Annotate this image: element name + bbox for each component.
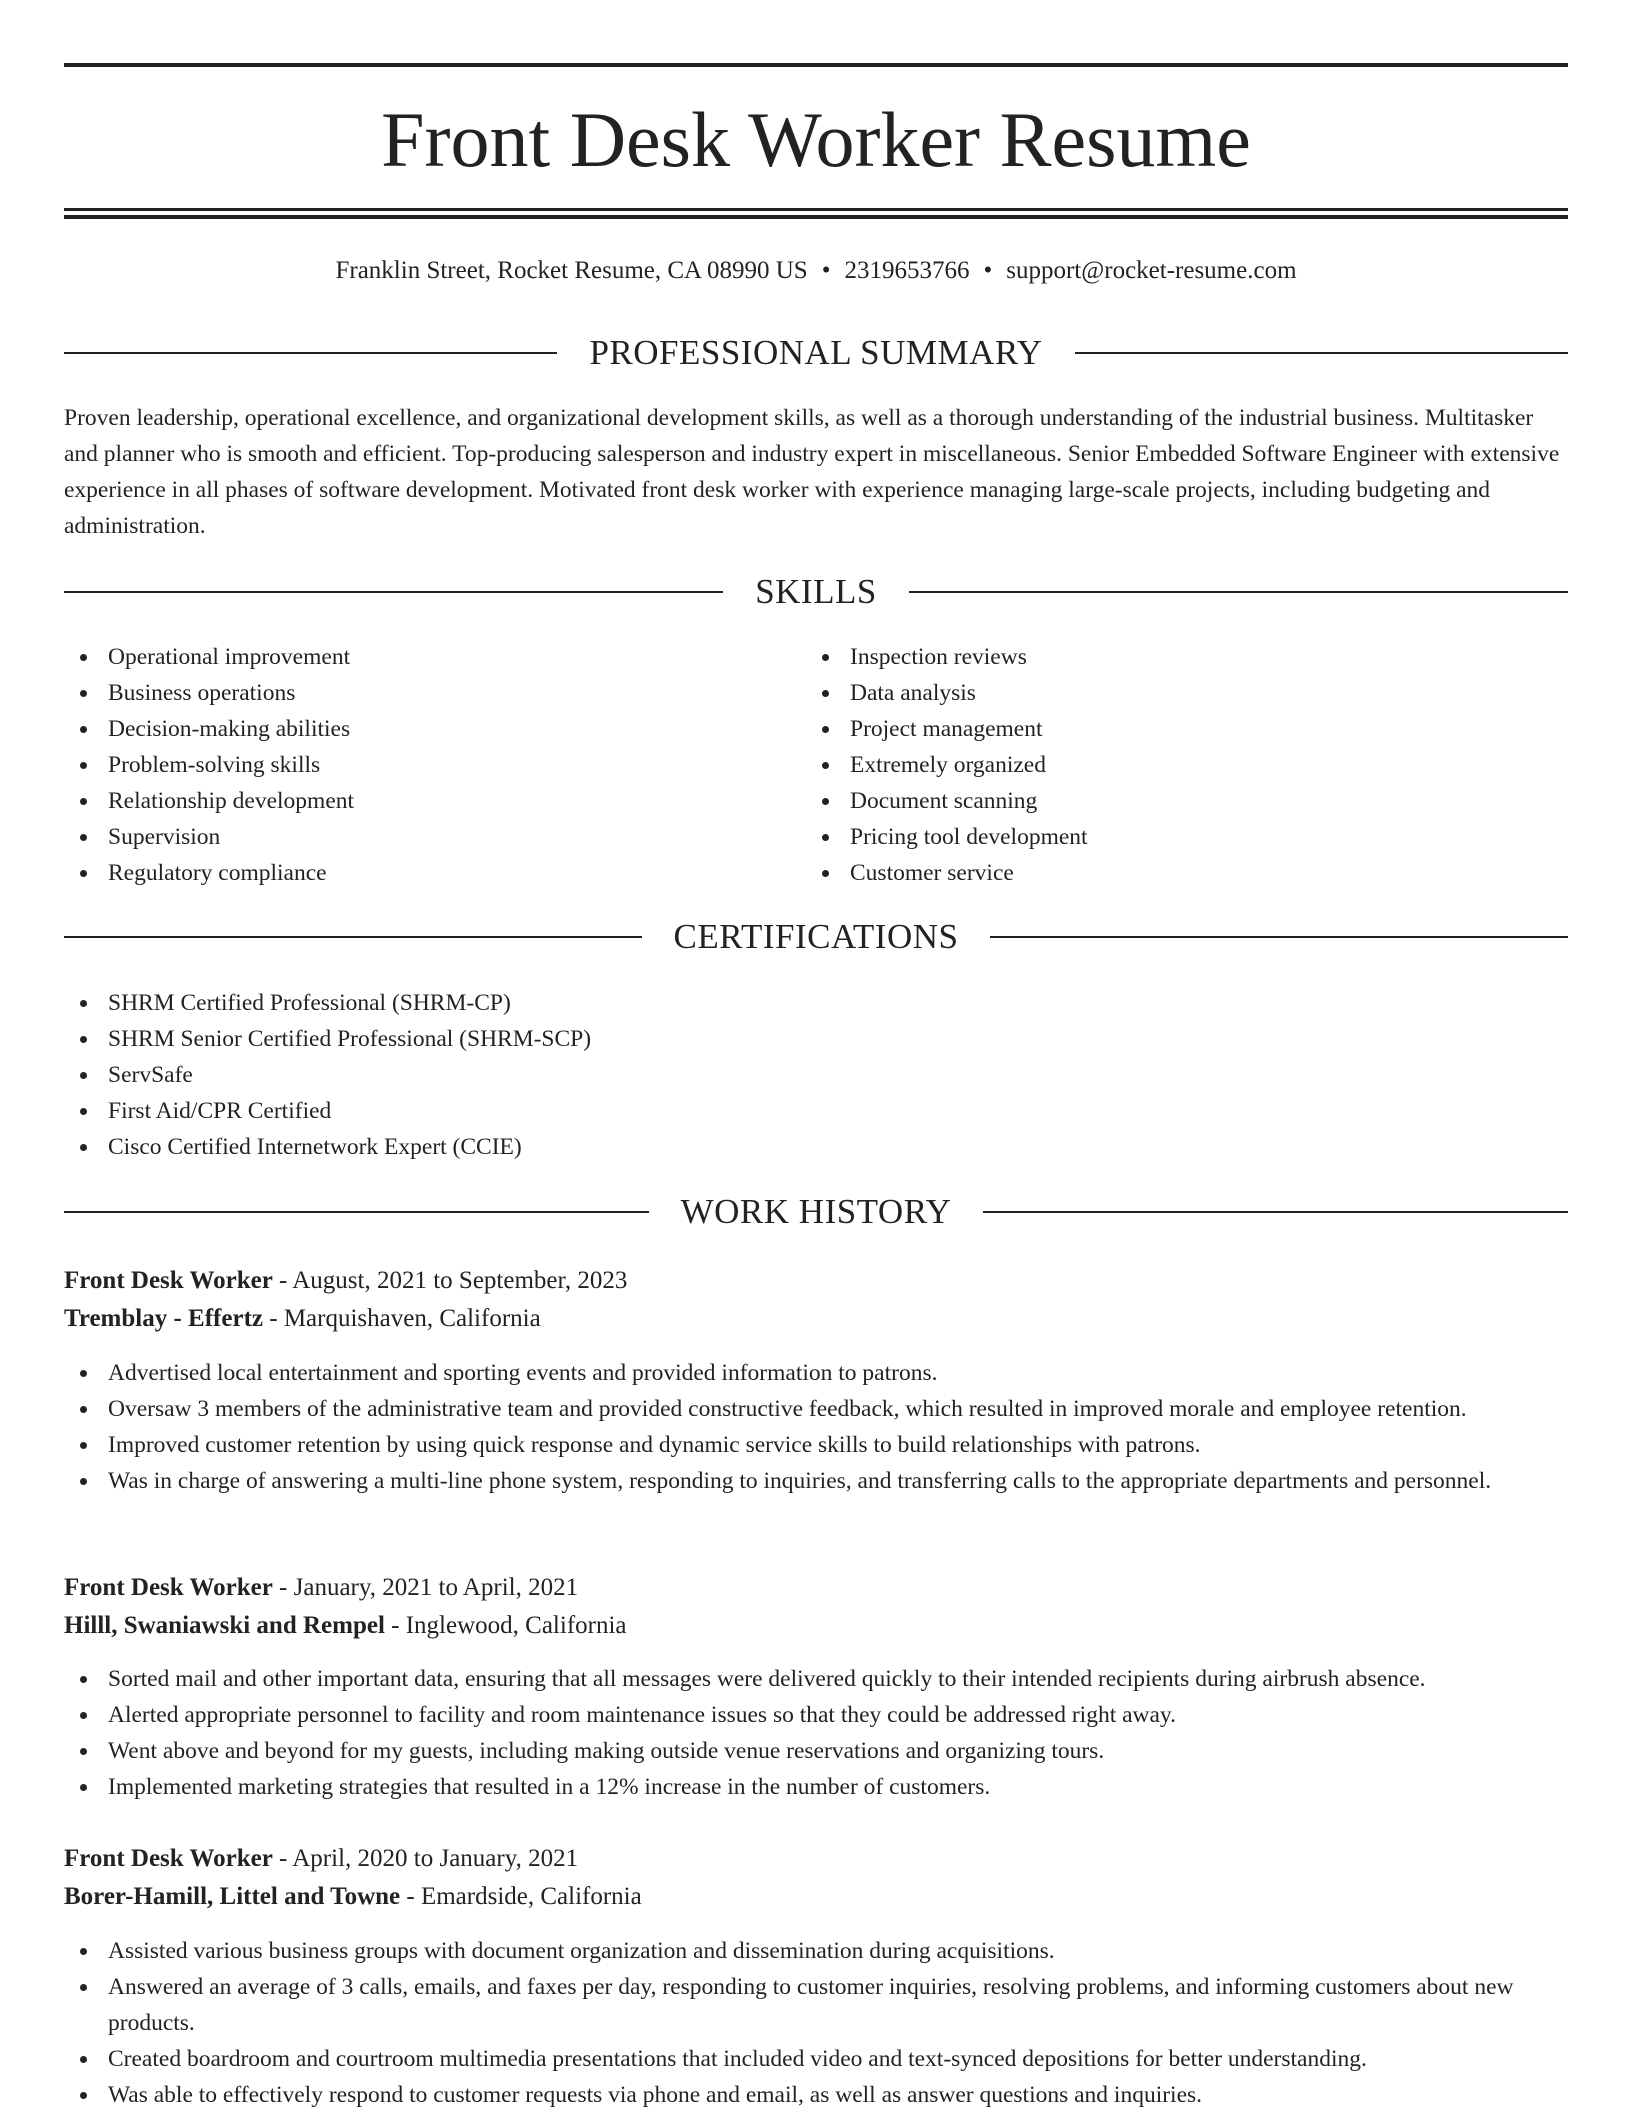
job-duty-item: Answered an average of 3 calls, emails, and faxes per day, responding to customer inquiries, resolving problems, and informing customers about new products. bbox=[64, 1969, 1568, 2041]
job-dates: - January, 2021 to April, 2021 bbox=[272, 1574, 579, 1601]
job-company-line bbox=[64, 1879, 1568, 1915]
contact-separator: • bbox=[821, 257, 831, 284]
job-company: Borer-Hamill, Littel and Towne bbox=[64, 1883, 401, 1910]
job-dates: - April, 2020 to January, 2021 bbox=[272, 1845, 579, 1872]
job-title-line bbox=[64, 1570, 1568, 1606]
section-rule bbox=[64, 936, 642, 938]
job-duty-item: Went above and beyond for my guests, including making outside venue reservations and organizing tours. bbox=[64, 1733, 1568, 1769]
job-duty-item: Assisted various business groups with document organization and dissemination during acquisitions. bbox=[64, 1933, 1568, 1969]
job-duty-item: Oversaw 3 members of the administrative team and provided constructive feedback, which resulted in improved morale and employee retention. bbox=[64, 1391, 1568, 1427]
job-duty-item: Alerted appropriate personnel to facility and room maintenance issues so that they could be addressed right away. bbox=[64, 1697, 1568, 1733]
skill-item: Business operations bbox=[64, 675, 784, 711]
resume-title: Front Desk Worker Resume bbox=[381, 96, 1251, 183]
skill-item: Relationship development bbox=[64, 783, 784, 819]
skill-item: Regulatory compliance bbox=[64, 855, 784, 891]
job-duty-item: Implemented marketing strategies that resulted in a 12% increase in the number of customers. bbox=[64, 1769, 1568, 1805]
section-rule bbox=[1075, 352, 1568, 354]
section-header-skills bbox=[64, 570, 1568, 614]
top-rule bbox=[64, 63, 1568, 67]
job-duty-item: Was able to effectively respond to customer requests via phone and email, as well as answer questions and inquiries. bbox=[64, 2077, 1568, 2113]
job-title-line bbox=[64, 1841, 1568, 1877]
skill-item: Document scanning bbox=[806, 783, 1546, 819]
skills-list-left bbox=[64, 639, 784, 891]
job-location: - Marquishaven, California bbox=[263, 1305, 541, 1332]
job-duties-list bbox=[64, 1661, 1568, 1805]
contact-separator: • bbox=[983, 257, 993, 284]
section-title-skills: SKILLS bbox=[755, 572, 877, 611]
job-duty-item: Was in charge of answering a multi-line phone system, responding to inquiries, and transferring calls to the appropriate departments and personnel. bbox=[64, 1463, 1568, 1499]
job-duties-list bbox=[64, 1933, 1568, 2113]
job-location: - Emardside, California bbox=[400, 1883, 642, 1910]
job-title: Front Desk Worker bbox=[64, 1574, 273, 1601]
skills-list-right bbox=[806, 639, 1546, 891]
certifications-list bbox=[64, 985, 1568, 1165]
section-title-work-history: WORK HISTORY bbox=[680, 1192, 952, 1231]
section-title-summary: PROFESSIONAL SUMMARY bbox=[589, 333, 1043, 372]
job-company-line bbox=[64, 1301, 1568, 1337]
job-duty-item: Advertised local entertainment and sporting events and provided information to patrons. bbox=[64, 1355, 1568, 1391]
certification-item: ServSafe bbox=[64, 1057, 1568, 1093]
section-title-certifications: CERTIFICATIONS bbox=[673, 917, 959, 956]
section-rule bbox=[64, 1211, 649, 1213]
skill-item: Data analysis bbox=[806, 675, 1546, 711]
skill-item: Supervision bbox=[64, 819, 784, 855]
job-location: - Inglewood, California bbox=[384, 1612, 627, 1639]
skill-item: Pricing tool development bbox=[806, 819, 1546, 855]
job-title: Front Desk Worker bbox=[64, 1845, 273, 1872]
job-company-line bbox=[64, 1608, 1568, 1644]
job-duty-item: Sorted mail and other important data, ensuring that all messages were delivered quickly to their intended recipients during airbrush absence. bbox=[64, 1661, 1568, 1697]
contact-line bbox=[64, 254, 1568, 288]
contact-email: support@rocket-resume.com bbox=[1006, 257, 1297, 284]
job-title-line bbox=[64, 1263, 1568, 1299]
skill-item: Problem-solving skills bbox=[64, 747, 784, 783]
section-header-summary bbox=[64, 331, 1568, 375]
skill-item: Project management bbox=[806, 711, 1546, 747]
certification-item: First Aid/CPR Certified bbox=[64, 1093, 1568, 1129]
contact-address: Franklin Street, Rocket Resume, CA 08990 US bbox=[335, 257, 808, 284]
skill-item: Decision-making abilities bbox=[64, 711, 784, 747]
certification-item: SHRM Certified Professional (SHRM-CP) bbox=[64, 985, 1568, 1021]
section-header-certifications bbox=[64, 915, 1568, 959]
job-dates: - August, 2021 to September, 2023 bbox=[272, 1267, 628, 1294]
contact-phone: 2319653766 bbox=[844, 257, 970, 284]
section-rule bbox=[909, 591, 1568, 593]
section-rule bbox=[990, 936, 1568, 938]
skill-item: Extremely organized bbox=[806, 747, 1546, 783]
section-header-work-history bbox=[64, 1190, 1568, 1234]
certification-item: Cisco Certified Internetwork Expert (CCIE) bbox=[64, 1129, 1568, 1165]
title-double-rule bbox=[64, 208, 1568, 219]
job-company: Hilll, Swaniawski and Rempel bbox=[64, 1612, 385, 1639]
certification-item: SHRM Senior Certified Professional (SHRM-SCP) bbox=[64, 1021, 1568, 1057]
job-duties-list bbox=[64, 1355, 1568, 1499]
section-rule bbox=[64, 591, 723, 593]
skill-item: Inspection reviews bbox=[806, 639, 1546, 675]
skill-item: Operational improvement bbox=[64, 639, 784, 675]
job-duty-item: Created boardroom and courtroom multimedia presentations that included video and text-synced depositions for better understanding. bbox=[64, 2041, 1568, 2077]
skill-item: Customer service bbox=[806, 855, 1546, 891]
job-company: Tremblay - Effertz bbox=[64, 1305, 263, 1332]
summary-text: Proven leadership, operational excellence, and organizational development skills, as well as a thorough understanding of the industrial business. Multitasker and planner who is smooth and efficient. Top-producing salesperson and industry expert in miscellaneous. Senior Embedded Software Engineer with extensive experience in all phases of software development. Motivated front desk worker with experience managing large-scale projects, including budgeting and administration. bbox=[64, 405, 1560, 539]
job-duty-item: Improved customer retention by using quick response and dynamic service skills to build relationships with patrons. bbox=[64, 1427, 1568, 1463]
job-title: Front Desk Worker bbox=[64, 1267, 273, 1294]
section-rule bbox=[64, 352, 557, 354]
section-rule bbox=[983, 1211, 1568, 1213]
